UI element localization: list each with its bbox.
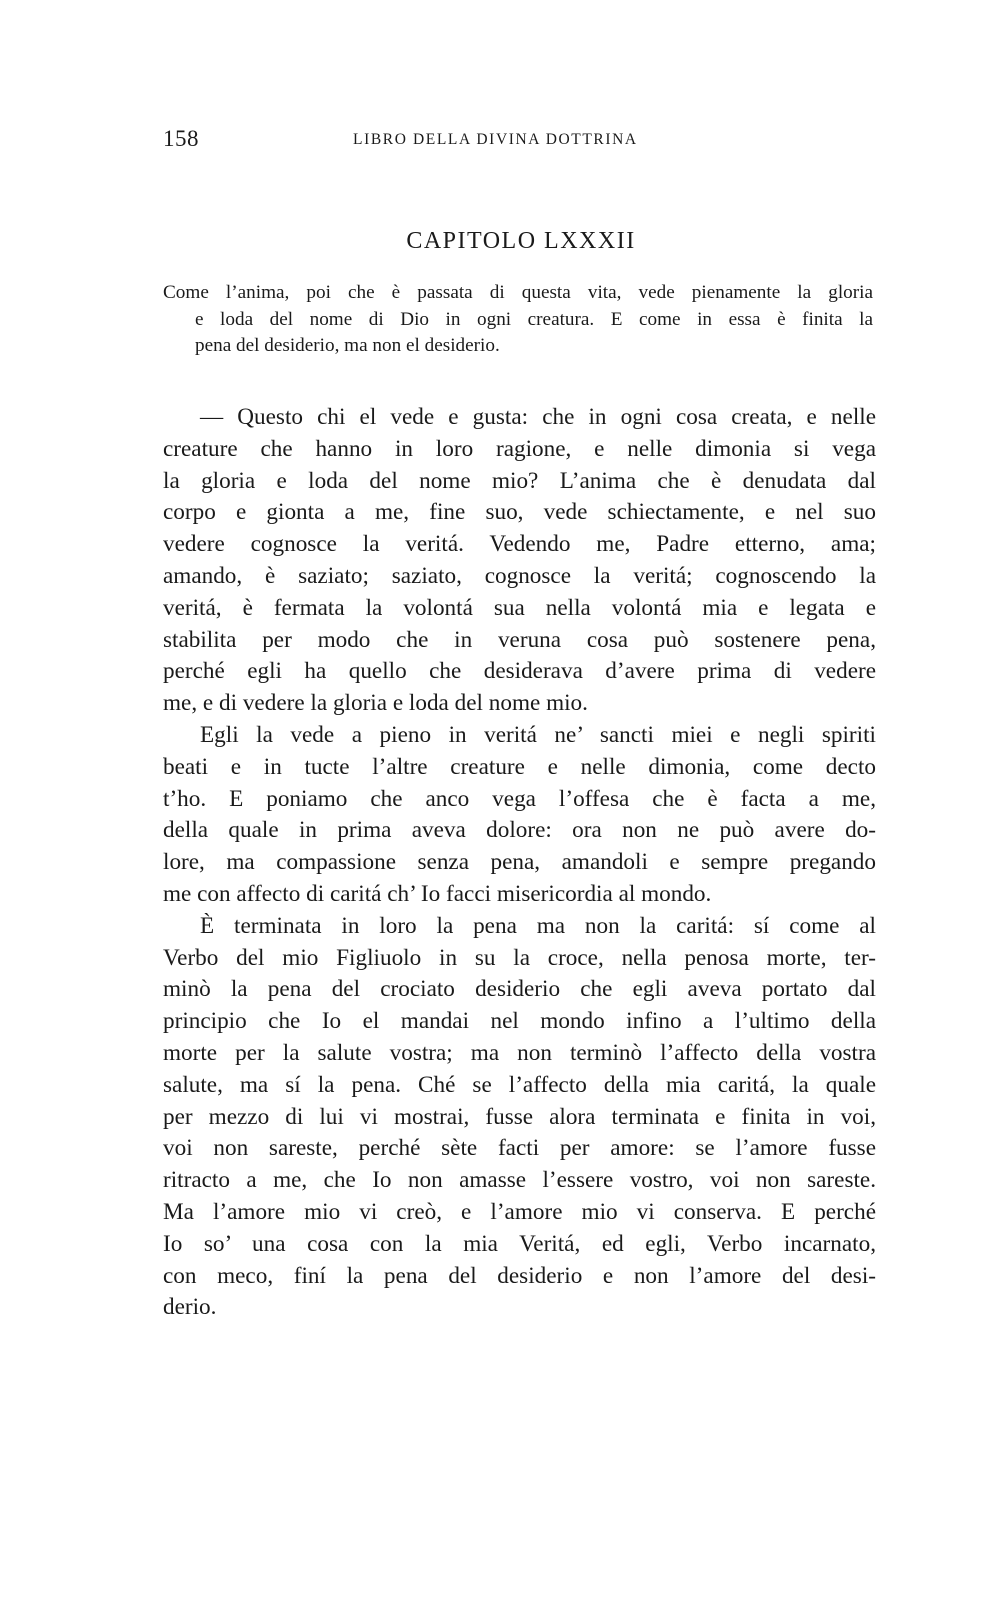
- text-line: ritracto a me, che Io non amasse l’essere vostro, voi non sareste.: [163, 1167, 876, 1194]
- book-title: LIBRO DELLA DIVINA DOTTRINA: [353, 131, 638, 148]
- summary-line: pena del desiderio, ma non el desiderio.: [195, 335, 500, 356]
- text-line: per mezzo di lui vi mostrai, fusse alora terminata e finita in voi,: [163, 1103, 876, 1130]
- text-line: con meco, finí la pena del desiderio e non l’amore del desi-: [163, 1262, 876, 1289]
- text-line: lore, ma compassione senza pena, amandoli e sempre pregando: [163, 849, 876, 876]
- text-line: perché egli ha quello che desiderava d’avere prima di vedere: [163, 658, 876, 685]
- text-line: È terminata in loro la pena ma non la caritá: sí come al: [200, 912, 876, 939]
- text-line: Io so’ una cosa con la mia Veritá, ed egli, Verbo incarnato,: [163, 1230, 876, 1257]
- text-line: Ma l’amore mio vi creò, e l’amore mio vi conserva. E perché: [163, 1198, 876, 1225]
- text-line: minò la pena del crociato desiderio che egli aveva portato dal: [163, 976, 876, 1003]
- text-line: della quale in prima aveva dolore: ora non ne può avere do-: [163, 817, 876, 844]
- text-line: vedere cognosce la veritá. Vedendo me, Padre etterno, ama;: [163, 531, 876, 558]
- text-line: stabilita per modo che in veruna cosa può sostenere pena,: [163, 626, 876, 653]
- chapter-summary: [163, 280, 873, 360]
- paragraph-2: [163, 720, 876, 911]
- body-text: [163, 402, 876, 1324]
- text-line: veritá, è fermata la volontá sua nella volontá mia e legata e: [163, 594, 876, 621]
- text-line: derio.: [163, 1294, 217, 1321]
- summary-line: e loda del nome di Dio in ogni creatura. E come in essa è finita la: [195, 308, 873, 330]
- text-line: Egli la vede a pieno in veritá ne’ sancti miei e negli spiriti: [200, 721, 876, 748]
- paragraph-1: [163, 402, 876, 720]
- text-line: salute, ma sí la pena. Ché se l’affecto della mia caritá, la quale: [163, 1071, 876, 1098]
- text-line: beati e in tucte l’altre creature e nelle dimonia, come decto: [163, 753, 876, 780]
- running-head: [163, 126, 876, 156]
- text-line: me con affecto di caritá ch’ Io facci misericordia al mondo.: [163, 880, 712, 907]
- page-number: 158: [163, 126, 199, 151]
- summary-line: Come l’anima, poi che è passata di questa vita, vede pienamente la gloria: [163, 282, 873, 303]
- text-line: corpo e gionta a me, fine suo, vede schiectamente, e nel suo: [163, 499, 876, 526]
- text-line: Verbo del mio Figliuolo in su la croce, nella penosa morte, ter-: [163, 944, 876, 971]
- paragraph-3: [163, 911, 876, 1324]
- text-line: me, e di vedere la gloria e loda del nome mio.: [163, 690, 588, 717]
- text-line: — Questo chi el vede e gusta: che in ogni cosa creata, e nelle: [200, 404, 876, 430]
- text-line: voi non sareste, perché sète facti per amore: se l’amore fusse: [163, 1135, 876, 1162]
- text-line: principio che Io el mandai nel mondo infino a l’ultimo della: [163, 1008, 876, 1035]
- text-line: la gloria e loda del nome mio? L’anima che è denudata dal: [163, 467, 876, 494]
- text-line: morte per la salute vostra; ma non terminò l’affecto della vostra: [163, 1039, 876, 1066]
- text-line: creature che hanno in loro ragione, e nelle dimonia si vega: [163, 435, 876, 462]
- text-line: t’ho. E poniamo che anco vega l’offesa che è facta a me,: [163, 785, 876, 812]
- chapter-heading: CAPITOLO LXXXII: [406, 228, 636, 254]
- text-line: amando, è saziato; saziato, cognosce la veritá; cognoscendo la: [163, 562, 876, 589]
